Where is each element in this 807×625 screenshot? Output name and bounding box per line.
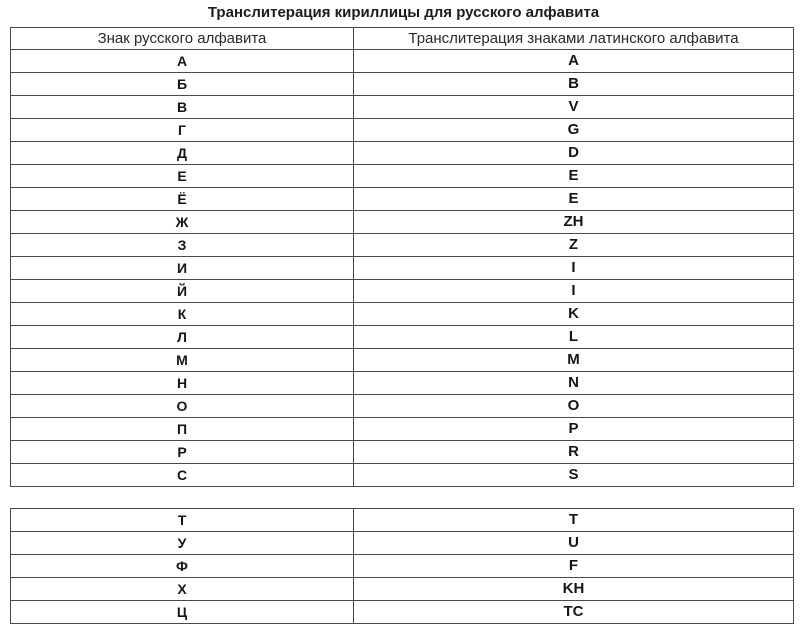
latin-transliteration-cell: A	[354, 50, 794, 73]
latin-transliteration-cell: V	[354, 96, 794, 119]
latin-transliteration-cell: F	[354, 555, 794, 578]
table-row	[11, 418, 794, 441]
latin-transliteration-cell: D	[354, 142, 794, 165]
table-header-row	[11, 28, 794, 50]
table-row	[11, 578, 794, 601]
transliteration-table-bottom	[10, 508, 794, 624]
page-title: Транслитерация кириллицы для русского алфавита	[207, 4, 600, 21]
cyrillic-letter-cell: О	[11, 395, 354, 418]
latin-transliteration-cell: TC	[354, 601, 794, 624]
latin-transliteration-cell: T	[354, 509, 794, 532]
table-row	[11, 119, 794, 142]
cyrillic-letter-cell: Р	[11, 441, 354, 464]
table-row	[11, 50, 794, 73]
table-row	[11, 303, 794, 326]
cyrillic-letter-cell: П	[11, 418, 354, 441]
table-body-top	[11, 50, 794, 487]
table-row	[11, 555, 794, 578]
cyrillic-letter-cell: Ф	[11, 555, 354, 578]
latin-transliteration-cell: E	[354, 165, 794, 188]
latin-transliteration-cell: G	[354, 119, 794, 142]
cyrillic-letter-cell: В	[11, 96, 354, 119]
cyrillic-letter-cell: Л	[11, 326, 354, 349]
table-row	[11, 532, 794, 555]
cyrillic-letter-cell: Ж	[11, 211, 354, 234]
header-latin: Транслитерация знаками латинского алфавита	[354, 28, 794, 50]
cyrillic-letter-cell: С	[11, 464, 354, 487]
table-row	[11, 326, 794, 349]
table-row	[11, 165, 794, 188]
table-row	[11, 257, 794, 280]
cyrillic-letter-cell: Д	[11, 142, 354, 165]
cyrillic-letter-cell: Х	[11, 578, 354, 601]
cyrillic-letter-cell: Ё	[11, 188, 354, 211]
latin-transliteration-cell: N	[354, 372, 794, 395]
table-body-bottom	[11, 509, 794, 624]
latin-transliteration-cell: S	[354, 464, 794, 487]
header-cyrillic: Знак русского алфавита	[11, 28, 354, 50]
cyrillic-letter-cell: Ц	[11, 601, 354, 624]
latin-transliteration-cell: K	[354, 303, 794, 326]
table-row	[11, 372, 794, 395]
cyrillic-letter-cell: К	[11, 303, 354, 326]
cyrillic-letter-cell: Й	[11, 280, 354, 303]
table-row	[11, 188, 794, 211]
latin-transliteration-cell: E	[354, 188, 794, 211]
cyrillic-letter-cell: И	[11, 257, 354, 280]
cyrillic-letter-cell: Т	[11, 509, 354, 532]
table-row	[11, 142, 794, 165]
latin-transliteration-cell: I	[354, 257, 794, 280]
table-row	[11, 349, 794, 372]
latin-transliteration-cell: KH	[354, 578, 794, 601]
latin-transliteration-cell: B	[354, 73, 794, 96]
table-row	[11, 234, 794, 257]
cyrillic-letter-cell: Е	[11, 165, 354, 188]
cyrillic-letter-cell: М	[11, 349, 354, 372]
latin-transliteration-cell: M	[354, 349, 794, 372]
table-row	[11, 395, 794, 418]
table-row	[11, 211, 794, 234]
transliteration-table-top	[10, 27, 794, 487]
table-row	[11, 509, 794, 532]
latin-transliteration-cell: ZH	[354, 211, 794, 234]
cyrillic-letter-cell: Б	[11, 73, 354, 96]
cyrillic-letter-cell: З	[11, 234, 354, 257]
table-row	[11, 464, 794, 487]
table-row	[11, 441, 794, 464]
latin-transliteration-cell: O	[354, 395, 794, 418]
cyrillic-letter-cell: Г	[11, 119, 354, 142]
table-row	[11, 280, 794, 303]
table-row	[11, 96, 794, 119]
table-row	[11, 73, 794, 96]
latin-transliteration-cell: R	[354, 441, 794, 464]
latin-transliteration-cell: Z	[354, 234, 794, 257]
table-row	[11, 601, 794, 624]
cyrillic-letter-cell: Н	[11, 372, 354, 395]
latin-transliteration-cell: I	[354, 280, 794, 303]
latin-transliteration-cell: P	[354, 418, 794, 441]
latin-transliteration-cell: U	[354, 532, 794, 555]
cyrillic-letter-cell: А	[11, 50, 354, 73]
latin-transliteration-cell: L	[354, 326, 794, 349]
cyrillic-letter-cell: У	[11, 532, 354, 555]
